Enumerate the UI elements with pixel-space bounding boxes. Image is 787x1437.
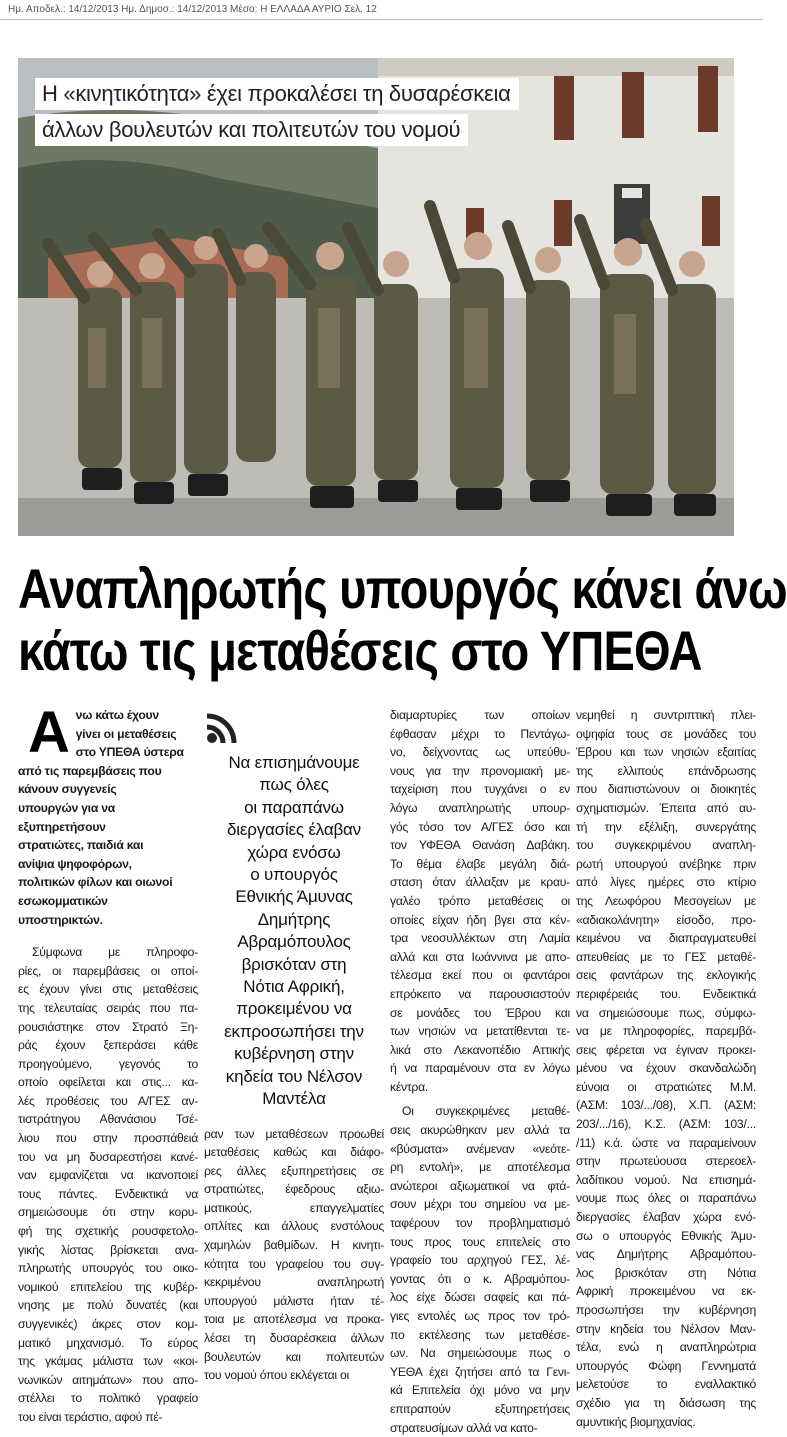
lead-line: από τις παρεμβάσεις που xyxy=(18,763,162,778)
pull-quote-line: διεργασίες έλαβαν xyxy=(227,820,361,840)
body-line: Έβρου και των νησιών εξαιτίας xyxy=(576,745,756,760)
body-line: ράς έχουν ξεπεράσει κάθε xyxy=(18,1038,198,1053)
body-line: γικής λίστας βρίσκεται ανα- xyxy=(18,1242,198,1257)
pull-quote-line: Νότια Αφρική, xyxy=(243,977,345,997)
body-line: μελετούσε το εναλλακτικό xyxy=(576,1377,756,1392)
lead-line: υπουργών για να xyxy=(18,800,115,815)
body-line: τέλα, ενώ η αναπληρώτρια xyxy=(576,1340,756,1355)
body-line: νο, δείχνοντας ως υπεύθυ- xyxy=(390,745,570,760)
lead-line: κάνουν συγγενείς xyxy=(18,782,117,797)
body-line: του είναι τεράστιο, αφού πέ- xyxy=(18,1409,163,1424)
pull-quote-line: Εθνικής Άμυνας xyxy=(235,887,353,907)
lead-line: νω κάτω έχουν xyxy=(75,708,159,722)
body-line: στρατιώτες, έφεδρους αξιω- xyxy=(204,1182,384,1197)
body-line: ρωτή υπουργού ανέβηκε πριν xyxy=(576,856,756,871)
body-line: τοια με αποτέλεσμα να προκα- xyxy=(204,1312,384,1327)
body-line: ματικούς, επαγγελματίες xyxy=(204,1200,384,1215)
body-line: νεμηθεί η συντριπτική πλει- xyxy=(576,708,756,722)
body-line: νουμε πως όλες οι παραπάνω xyxy=(576,1191,756,1206)
body-line: τους πάντες. Ενδεικτικά να xyxy=(18,1186,198,1201)
body-line: σεις φέρεται να έγιναν προκει- xyxy=(576,1042,756,1057)
photo-caption-line: Η «κινητικότητα» έχει προκαλέσει τη δυσαρέσκεια xyxy=(35,78,519,110)
body-line: του συγκεκριμένου αναπλη- xyxy=(576,838,756,853)
clipping-metadata: Ημ. Αποδελ.: 14/12/2013 Ημ. Δημοσ.: 14/12/2013 Μέσο: Η ΕΛΛΑΔΑ ΑΥΡΙΟ Σελ. 12 xyxy=(8,4,377,15)
pull-quote-line: οι παραπάνω xyxy=(244,797,344,817)
body-line: προηγούμενο, γεγονός το xyxy=(18,1056,198,1071)
body-line: στέλλει το πολιτικό γραφείο xyxy=(18,1391,198,1406)
body-line: επρόκειτο να παρουσιαστούν xyxy=(390,986,570,1001)
body-line: λικά στο Λεκανοπέδιο Αττικής xyxy=(390,1042,570,1057)
article-lead xyxy=(18,700,198,929)
body-line: ταχείριση που τυγχάνει ο εν xyxy=(390,782,570,797)
body-line: τον ΥΦΕΘΑ Θανάση Δαβάκη. xyxy=(390,838,570,853)
body-line: ων. Να σημειώσουμε πως ο xyxy=(390,1346,570,1361)
body-line: περιφέρειάς του. Ενδεικτικά xyxy=(576,986,756,1001)
body-line: φή της σχετικής ρουσφετολο- xyxy=(18,1224,198,1239)
pull-quote-line: κυβέρνηση στην xyxy=(234,1044,354,1064)
body-line: Αφρική προκειμένου να εκ- xyxy=(576,1284,756,1299)
body-line: οψηφία τους σε μονάδες του xyxy=(576,726,756,741)
body-line: γοντας ότι ο κ. Αβραμόπου- xyxy=(390,1271,570,1286)
body-line: στην πρωτεύουσα στερεοελ- xyxy=(576,1154,756,1169)
body-line: διαμαρτυρίες των οποίων xyxy=(390,708,570,722)
body-line: σταση όταν άλλαξαν με κραυ- xyxy=(390,875,570,890)
column-2-text xyxy=(204,1125,384,1385)
body-line: αμυντικής βιομηχανίας. xyxy=(576,1414,696,1429)
pull-quote-line: Δημήτρης xyxy=(257,909,331,929)
body-line: σημειώσουμε ότι στην κορυ- xyxy=(18,1205,198,1220)
body-line: συγγενικές) άκρες στον κομ- xyxy=(18,1317,198,1331)
body-line: από λίγες ημέρες στο κτίριο xyxy=(576,875,756,890)
body-line: εύνοια οι στρατιώτες Μ.Μ. xyxy=(576,1079,756,1094)
body-line: γός τόσο τον Α/ΓΕΣ όσο και xyxy=(390,819,570,834)
body-line: ρες άλλες εξυπηρετήσεις σε xyxy=(204,1163,384,1178)
feed-icon xyxy=(204,712,240,746)
body-line: διεργασίες έλαβαν χώρα ενό- xyxy=(576,1210,756,1225)
body-line: τή την εξέλιξη, συνεργάτης xyxy=(576,819,756,834)
body-line: κέντρα. xyxy=(390,1079,429,1094)
header-divider xyxy=(0,19,763,20)
body-line: να σημειώσουμε πως, σύμφω- xyxy=(576,1005,756,1020)
body-line: τρα νεοσυλλέκτων στη Λαμία xyxy=(390,931,570,946)
body-line: ή να παραμένουν στα εν λόγω xyxy=(390,1061,570,1076)
pull-quote-line: κηδεία του Νέλσον xyxy=(225,1066,363,1086)
body-line: σε μονάδες του Έβρου και xyxy=(390,1005,570,1020)
body-line: απευθείας με το ΓΕΣ μεταθέ- xyxy=(576,949,756,964)
body-line: πο εκτέλεσης των μεταθέσε- xyxy=(390,1327,570,1342)
column-1-text xyxy=(18,943,198,1426)
body-line: επιτραπούν εξυπηρετήσεις xyxy=(390,1401,570,1416)
pull-quote-line: Να επισημάνουμε xyxy=(228,753,360,772)
body-line: χαμηλών βαθμίδων. Η κινητι- xyxy=(204,1238,384,1253)
body-line: της ελλιπούς επάνδρωσης xyxy=(576,763,756,778)
body-line: του να μη δυσαρεστήσει κανέ- xyxy=(18,1149,198,1164)
body-line: ρουσιάστηκε στον Στρατό Ξη- xyxy=(18,1019,198,1034)
column-3-paragraph-2 xyxy=(390,1102,570,1437)
body-line: υπουργός Φώφη Γεννηματά xyxy=(576,1358,756,1373)
photo-caption-line: άλλων βουλευτών και πολιτευτών του νομού xyxy=(35,114,468,146)
body-line: μεταθέσεις καθώς και διάφο- xyxy=(204,1145,384,1160)
headline-line: Αναπληρωτής υπουργός κάνει άνω xyxy=(18,557,787,620)
article-column-4 xyxy=(576,706,756,1429)
body-line: λος είχε δώσει σαφείς και πά- xyxy=(390,1290,570,1305)
lead-line: στρατιώτες, παιδιά και xyxy=(18,838,144,853)
pull-quote xyxy=(204,752,384,1111)
body-line: ΥΕΘΑ έχει ζητήσει από τα Γενι- xyxy=(390,1364,570,1379)
headline-line: κάτω τις μεταθέσεις στο ΥΠΕΘΑ xyxy=(18,619,702,682)
body-line: στην κηδεία του Νέλσον Μαν- xyxy=(576,1321,756,1336)
body-line: σχηματισμών. Έπειτα από αυ- xyxy=(576,800,756,815)
body-line: νας Δημήτρης Αβραμόπου- xyxy=(576,1247,756,1262)
body-line: 203/.../16), Κ.Σ. (ΑΣΜ: 103/... xyxy=(576,1117,756,1132)
lead-line: υποστηρικτών. xyxy=(18,912,103,927)
body-line: «βύσματα» ανέμεναν «νεότε- xyxy=(390,1141,570,1156)
body-line: της Λεωφόρου Μεσογείων με xyxy=(576,893,756,908)
body-line: μένου να έχουν σκανδαλώδη xyxy=(576,1061,756,1076)
body-line: να με πληροφορίες, παρεμβά- xyxy=(576,1024,756,1039)
body-line: κότητα του γραφείου του συγ- xyxy=(204,1256,384,1271)
pull-quote-line: πως όλες xyxy=(259,775,329,795)
body-line: γραφείο του αρχηγού ΓΕΣ, λέ- xyxy=(390,1253,570,1268)
body-line: λές προθέσεις του Α/ΓΕΣ αν- xyxy=(18,1093,198,1108)
body-line: σεις ακυρώθηκαν μεν αλλά τα xyxy=(390,1123,570,1138)
lead-line: εσωκομματικών xyxy=(18,893,108,908)
article-column-2 xyxy=(204,706,384,1383)
body-line: οπλίτες και άλλους ενστόλους xyxy=(204,1219,384,1234)
body-line: των νησιών να μετατίθενται τε- xyxy=(390,1024,570,1039)
body-line: λος βρισκόταν στη Νότια xyxy=(576,1265,756,1280)
body-line: του νομού όπου εκλέγεται οι xyxy=(204,1368,349,1383)
body-line: Το θέμα έλαβε μεγάλη διά- xyxy=(390,856,570,871)
body-line: πληρωτής υπουργός του οικο- xyxy=(18,1261,198,1276)
article-column-3 xyxy=(390,706,570,1435)
body-line: ματικό μηχανισμό. Το εύρος xyxy=(18,1335,198,1350)
body-line: λόγω αναπληρωτής υπουρ- xyxy=(390,800,570,815)
body-line: «αδιακολάνητη» είσοδο, προ- xyxy=(576,912,756,927)
body-line: λαδίτικου νομού. Να επισημά- xyxy=(576,1172,756,1187)
body-line: υπουργού μάλιστα ήταν τέ- xyxy=(204,1293,384,1308)
pull-quote-line: εκπροσωπήσει την xyxy=(224,1021,364,1041)
body-line: σουν μέχρι του σημείου να με- xyxy=(390,1197,570,1212)
body-line: που διαπιστώνουν οι διοικητές xyxy=(576,782,756,797)
pull-quote-line: ο υπουργός xyxy=(250,865,338,885)
body-line: Σύμφωνα με πληροφο- xyxy=(32,945,198,960)
body-line: προσωπήσει την κυβέρνηση xyxy=(576,1303,756,1317)
drop-cap: Α xyxy=(28,700,70,765)
body-line: της τελευταίας σειράς που πα- xyxy=(18,1000,198,1015)
pull-quote-line: χώρα ενόσω xyxy=(247,842,341,862)
body-line: λιου που στην προσπάθειά xyxy=(18,1131,198,1146)
pull-quote-line: Μαντέλα xyxy=(262,1089,326,1109)
lead-line: γίνει οι μεταθέσεις xyxy=(75,726,177,741)
body-line: ρίες, οι παρεμβάσεις οι οποί- xyxy=(18,963,198,978)
body-line: σω ο υπουργός Εθνικής Άμυ- xyxy=(576,1228,756,1243)
body-line: ραν των μεταθέσεων προωθεί xyxy=(204,1126,384,1141)
body-line: κεκριμένου αναπληρωτή xyxy=(204,1275,384,1290)
body-line: γιες εντολές ως προς τον τρό- xyxy=(390,1309,570,1323)
body-line: Οι συγκεκριμένες μεταθέ- xyxy=(402,1104,570,1119)
article-column-1 xyxy=(18,700,198,1424)
body-line: οποίο οφείλεται και στις... κα- xyxy=(18,1075,198,1090)
body-line: κά Επιτελεία όχι μόνο να μην xyxy=(390,1383,570,1398)
lead-line: εξυπηρετήσουν xyxy=(18,819,106,834)
body-line: (ΑΣΜ: 103/.../08), Χ.Π. (ΑΣΜ: xyxy=(576,1098,756,1113)
body-line: τιστράτηγου Αθανάσιου Τσέ- xyxy=(18,1112,198,1127)
body-line: νομικού επιτελείου της κυβέρ- xyxy=(18,1279,198,1294)
body-line: /11) κ.ά. ώστε να παραμείνουν xyxy=(576,1135,756,1150)
body-line: αλλά και στα Ιωάννινα με απο- xyxy=(390,949,570,964)
body-line: γαλέο τρόπο μεταθέσεις οι xyxy=(390,893,570,908)
body-line: τέλεσμα εκεί που οι φαντάροι xyxy=(390,968,570,983)
lead-line: πολιτικών φίλων και οιωνοί xyxy=(18,875,173,890)
body-line: ανώτεροι αξιωματικοί να φτά- xyxy=(390,1178,570,1193)
photo-caption xyxy=(35,78,519,150)
column-3-paragraph-1 xyxy=(390,706,570,1096)
lead-line: ανίψια ψηφοφόρων, xyxy=(18,856,132,871)
pull-quote-line: βρισκόταν στη xyxy=(241,954,347,974)
body-line: νους για την προνομιακή με- xyxy=(390,763,570,778)
body-line: νησης με πολύ δυνατές (και xyxy=(18,1298,198,1313)
body-line: λέσει τη δυσαρέσκεια άλλων xyxy=(204,1331,384,1346)
body-line: έφθασαν μέχρι το Πεντάγω- xyxy=(390,726,570,741)
body-line: στρατευσίμων αλλά να κατο- xyxy=(390,1420,538,1435)
body-line: σεις φαντάρων της εκλογικής xyxy=(576,968,756,983)
pull-quote-line: προκειμένου να xyxy=(236,999,352,1019)
body-line: ναν εμφανίζεται να ικανοποιεί xyxy=(18,1168,198,1183)
body-line: ες έχουν γίνει στις μεταθέσεις xyxy=(18,982,198,997)
column-4-text xyxy=(576,706,756,1431)
body-line: κειμένου να διαπραγματευθεί xyxy=(576,931,756,946)
article-headline xyxy=(18,557,787,682)
article-photo xyxy=(18,58,734,536)
lead-line: στο ΥΠΕΘΑ ύστερα xyxy=(75,745,184,760)
body-line: βουλευτών και πολιτευτών xyxy=(204,1349,384,1364)
body-line: ρη εντολή», με αποτέλεσμα xyxy=(390,1160,570,1175)
body-line: νωνικών αιτημάτων» που απο- xyxy=(18,1372,198,1387)
body-line: της γκάμας μάλιστα των «κοι- xyxy=(18,1354,198,1369)
body-line: ταφέρουν τον προβληματισμό xyxy=(390,1216,570,1231)
body-line: σχέδιο για τη διάσωση της xyxy=(576,1395,756,1410)
body-line: τους προς τους επιτελείς στο xyxy=(390,1234,570,1249)
pull-quote-line: Αβραμόπουλος xyxy=(237,932,351,952)
body-line: οποίες είχαν ήδη βγει στα κέν- xyxy=(390,912,570,927)
